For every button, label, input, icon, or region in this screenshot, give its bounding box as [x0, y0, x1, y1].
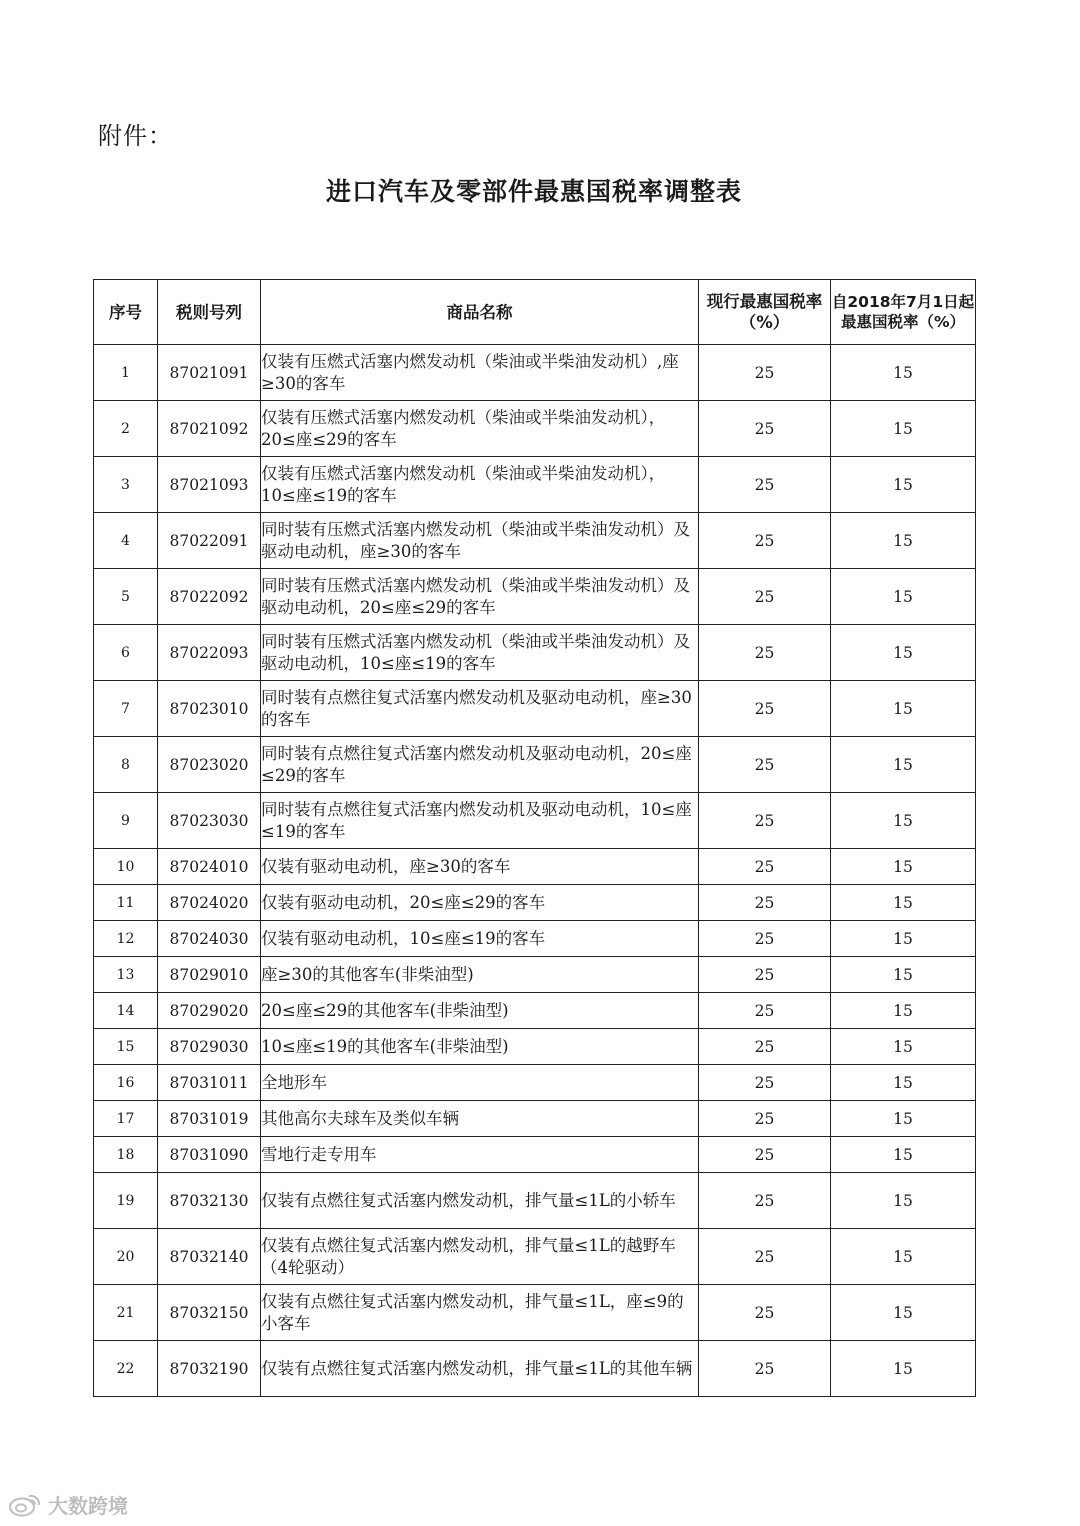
cell-new-rate: 15: [831, 1137, 976, 1173]
weibo-logo-icon: [8, 1492, 42, 1518]
cell-new-rate: 15: [831, 681, 976, 737]
cell-current-rate: 25: [699, 1229, 831, 1285]
table-row: [94, 457, 976, 513]
cell-index: 4: [94, 513, 158, 569]
cell-new-rate: 15: [831, 457, 976, 513]
cell-index: 1: [94, 345, 158, 401]
cell-code: 87022093: [158, 625, 261, 681]
table-row: [94, 1137, 976, 1173]
cell-name: 同时装有压燃式活塞内燃发动机（柴油或半柴油发动机）及驱动电动机，10≤座≤19的客车: [261, 625, 699, 681]
cell-current-rate: 25: [699, 993, 831, 1029]
cell-name: 10≤座≤19的其他客车(非柴油型): [261, 1029, 699, 1065]
cell-current-rate: 25: [699, 737, 831, 793]
cell-name: 仅装有压燃式活塞内燃发动机（柴油或半柴油发动机），10≤座≤19的客车: [261, 457, 699, 513]
table-row: [94, 921, 976, 957]
cell-current-rate: 25: [699, 793, 831, 849]
cell-index: 18: [94, 1137, 158, 1173]
cell-name: 同时装有点燃往复式活塞内燃发动机及驱动电动机，10≤座≤19的客车: [261, 793, 699, 849]
cell-new-rate: 15: [831, 345, 976, 401]
cell-index: 16: [94, 1065, 158, 1101]
cell-new-rate: 15: [831, 921, 976, 957]
header-code: 税则号列: [158, 280, 261, 345]
cell-name: 仅装有压燃式活塞内燃发动机（柴油或半柴油发动机），20≤座≤29的客车: [261, 401, 699, 457]
cell-code: 87021091: [158, 345, 261, 401]
cell-new-rate: 15: [831, 993, 976, 1029]
table-row: [94, 849, 976, 885]
cell-index: 13: [94, 957, 158, 993]
cell-index: 21: [94, 1285, 158, 1341]
attachment-label: 附件：: [98, 122, 173, 150]
table-row: [94, 957, 976, 993]
cell-index: 19: [94, 1173, 158, 1229]
cell-name: 座≥30的其他客车(非柴油型): [261, 957, 699, 993]
table-row: [94, 885, 976, 921]
table-row: [94, 513, 976, 569]
cell-code: 87032150: [158, 1285, 261, 1341]
cell-code: 87031019: [158, 1101, 261, 1137]
cell-name: 同时装有压燃式活塞内燃发动机（柴油或半柴油发动机）及驱动电动机，20≤座≤29的客车: [261, 569, 699, 625]
cell-new-rate: 15: [831, 1285, 976, 1341]
cell-current-rate: 25: [699, 921, 831, 957]
cell-current-rate: 25: [699, 345, 831, 401]
cell-index: 6: [94, 625, 158, 681]
table-header-row: [94, 280, 976, 345]
cell-name: 20≤座≤29的其他客车(非柴油型): [261, 993, 699, 1029]
cell-current-rate: 25: [699, 401, 831, 457]
cell-current-rate: 25: [699, 957, 831, 993]
cell-new-rate: 15: [831, 1341, 976, 1397]
table-row: [94, 1029, 976, 1065]
header-new-rate: 自2018年7月1日起最惠国税率（%）: [831, 280, 976, 345]
table-row: [94, 1229, 976, 1285]
cell-index: 3: [94, 457, 158, 513]
cell-name: 同时装有点燃往复式活塞内燃发动机及驱动电动机，座≥30的客车: [261, 681, 699, 737]
cell-current-rate: 25: [699, 849, 831, 885]
cell-current-rate: 25: [699, 1285, 831, 1341]
cell-new-rate: 15: [831, 569, 976, 625]
cell-name: 仅装有点燃往复式活塞内燃发动机，排气量≤1L的其他车辆: [261, 1341, 699, 1397]
table-row: [94, 681, 976, 737]
cell-index: 15: [94, 1029, 158, 1065]
header-index: 序号: [94, 280, 158, 345]
table-row: [94, 345, 976, 401]
table-row: [94, 401, 976, 457]
cell-code: 87029020: [158, 993, 261, 1029]
cell-code: 87021093: [158, 457, 261, 513]
table-row: [94, 1285, 976, 1341]
cell-current-rate: 25: [699, 1173, 831, 1229]
cell-new-rate: 15: [831, 1101, 976, 1137]
cell-new-rate: 15: [831, 885, 976, 921]
cell-code: 87023010: [158, 681, 261, 737]
table-row: [94, 1341, 976, 1397]
cell-name: 全地形车: [261, 1065, 699, 1101]
cell-index: 10: [94, 849, 158, 885]
cell-index: 2: [94, 401, 158, 457]
cell-name: 仅装有驱动电动机，20≤座≤29的客车: [261, 885, 699, 921]
cell-current-rate: 25: [699, 625, 831, 681]
cell-new-rate: 15: [831, 737, 976, 793]
cell-name: 仅装有点燃往复式活塞内燃发动机，排气量≤1L的小轿车: [261, 1173, 699, 1229]
cell-index: 11: [94, 885, 158, 921]
cell-code: 87029010: [158, 957, 261, 993]
cell-code: 87024030: [158, 921, 261, 957]
page-title: 进口汽车及零部件最惠国税率调整表: [325, 177, 742, 206]
cell-code: 87021092: [158, 401, 261, 457]
cell-new-rate: 15: [831, 1173, 976, 1229]
cell-code: 87032190: [158, 1341, 261, 1397]
cell-index: 22: [94, 1341, 158, 1397]
cell-new-rate: 15: [831, 1229, 976, 1285]
cell-name: 仅装有点燃往复式活塞内燃发动机，排气量≤1L的越野车（4轮驱动）: [261, 1229, 699, 1285]
cell-new-rate: 15: [831, 401, 976, 457]
cell-new-rate: 15: [831, 849, 976, 885]
cell-current-rate: 25: [699, 513, 831, 569]
cell-index: 17: [94, 1101, 158, 1137]
cell-code: 87031090: [158, 1137, 261, 1173]
cell-current-rate: 25: [699, 1065, 831, 1101]
cell-current-rate: 25: [699, 681, 831, 737]
cell-name: 仅装有点燃往复式活塞内燃发动机，排气量≤1L，座≤9的小客车: [261, 1285, 699, 1341]
cell-new-rate: 15: [831, 957, 976, 993]
table-row: [94, 569, 976, 625]
cell-code: 87023020: [158, 737, 261, 793]
cell-name: 仅装有驱动电动机，座≥30的客车: [261, 849, 699, 885]
cell-current-rate: 25: [699, 885, 831, 921]
cell-code: 87032130: [158, 1173, 261, 1229]
cell-index: 20: [94, 1229, 158, 1285]
table-row: [94, 993, 976, 1029]
header-current-rate: 现行最惠国税率（%）: [699, 280, 831, 345]
cell-name: 同时装有点燃往复式活塞内燃发动机及驱动电动机，20≤座≤29的客车: [261, 737, 699, 793]
table-row: [94, 1101, 976, 1137]
cell-index: 7: [94, 681, 158, 737]
watermark: [8, 1490, 128, 1519]
cell-code: 87031011: [158, 1065, 261, 1101]
cell-name: 同时装有压燃式活塞内燃发动机（柴油或半柴油发动机）及驱动电动机，座≥30的客车: [261, 513, 699, 569]
cell-code: 87023030: [158, 793, 261, 849]
cell-new-rate: 15: [831, 513, 976, 569]
cell-new-rate: 15: [831, 1065, 976, 1101]
cell-code: 87032140: [158, 1229, 261, 1285]
cell-current-rate: 25: [699, 1137, 831, 1173]
cell-code: 87022091: [158, 513, 261, 569]
cell-new-rate: 15: [831, 793, 976, 849]
cell-current-rate: 25: [699, 569, 831, 625]
table-row: [94, 1173, 976, 1229]
cell-index: 5: [94, 569, 158, 625]
cell-code: 87024010: [158, 849, 261, 885]
cell-index: 12: [94, 921, 158, 957]
cell-current-rate: 25: [699, 1029, 831, 1065]
watermark-text: 大数跨境: [48, 1494, 128, 1518]
table-row: [94, 793, 976, 849]
cell-name: 雪地行走专用车: [261, 1137, 699, 1173]
cell-name: 仅装有驱动电动机，10≤座≤19的客车: [261, 921, 699, 957]
cell-name: 仅装有压燃式活塞内燃发动机（柴油或半柴油发动机）,座≥30的客车: [261, 345, 699, 401]
cell-index: 9: [94, 793, 158, 849]
cell-current-rate: 25: [699, 1341, 831, 1397]
cell-current-rate: 25: [699, 457, 831, 513]
cell-index: 14: [94, 993, 158, 1029]
cell-current-rate: 25: [699, 1101, 831, 1137]
table-row: [94, 625, 976, 681]
tariff-table: [93, 279, 976, 1397]
table-row: [94, 737, 976, 793]
cell-name: 其他高尔夫球车及类似车辆: [261, 1101, 699, 1137]
cell-new-rate: 15: [831, 625, 976, 681]
cell-new-rate: 15: [831, 1029, 976, 1065]
header-name: 商品名称: [261, 280, 699, 345]
cell-code: 87022092: [158, 569, 261, 625]
cell-code: 87024020: [158, 885, 261, 921]
cell-index: 8: [94, 737, 158, 793]
table-row: [94, 1065, 976, 1101]
cell-code: 87029030: [158, 1029, 261, 1065]
table-body: [94, 345, 976, 1397]
